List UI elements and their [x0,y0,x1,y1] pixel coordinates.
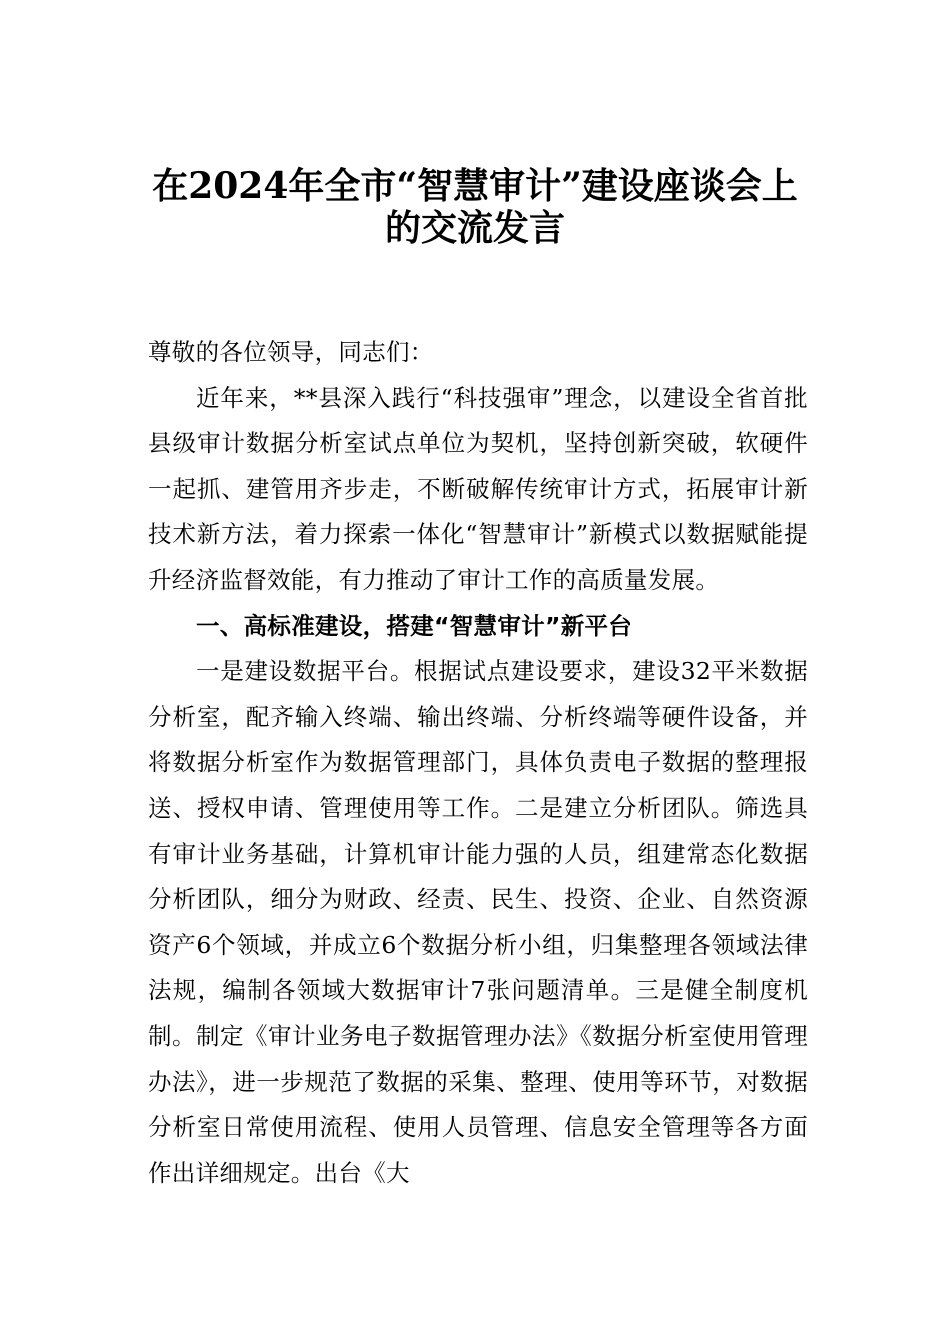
document-title-line-2: 的交流发言 [384,207,565,249]
document-body [148,330,808,1196]
section-1-heading: 一、高标准建设，搭建“智慧审计”新平台 [196,611,633,640]
salutation: 尊敬的各位领导，同志们： [148,338,434,366]
intro-paragraph: 近年来，**县深入践行“科技强审”理念，以建设全省首批县级审计数据分析室试点单位为契机，坚持创新突破，软硬件一起抓、建管用齐步走，不断破解传统审计方式，拓展审计新技术新方法，着力探索一体化“智慧审计”新模式以数据赋能提升经济监督效能，有力推动了审计工作的高质量发展。 [148,383,808,594]
document-title-line-1: 在2024年全市“智慧审计”建设座谈会上 [152,165,798,207]
section-1-paragraph: 一是建设数据平台。根据试点建设要求，建设32平米数据分析室，配齐输入终端、输出终端、分析终端等硬件设备，并将数据分析室作为数据管理部门，具体负责电子数据的整理报送、授权申请、管理使用等工作。二是建立分析团队。筛选具有审计业务基础，计算机审计能力强的人员，组建常态化数据分析团队，细分为财政、经责、民生、投资、企业、自然资源资产6个领域，并成立6个数据分析小组，归集整理各领域法律法规，编制各领域大数据审计7张问题清单。三是健全制度机制。制定《审计业务电子数据管理办法》《数据分析室使用管理办法》，进一步规范了数据的采集、整理、使用等环节，对数据分析室日常使用流程、使用人员管理、信息安全管理等各方面作出详细规定。出台《大 [148,657,808,1187]
